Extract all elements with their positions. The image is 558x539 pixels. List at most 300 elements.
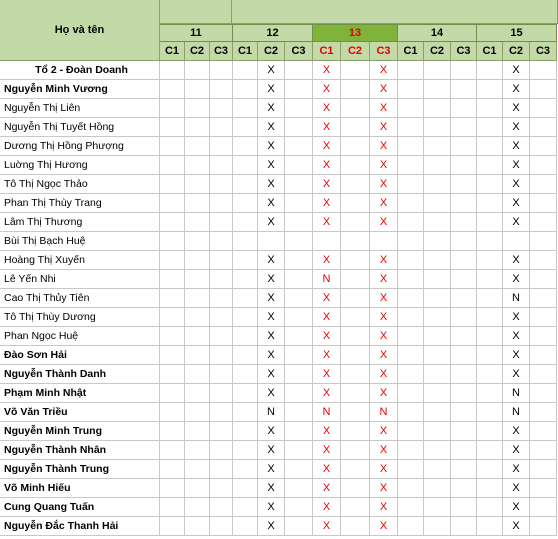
schedule-cell[interactable] xyxy=(451,194,477,213)
schedule-cell[interactable] xyxy=(477,194,503,213)
schedule-cell[interactable]: X xyxy=(313,175,341,194)
schedule-cell[interactable] xyxy=(341,346,370,365)
schedule-cell[interactable]: N xyxy=(313,403,341,422)
schedule-cell[interactable] xyxy=(341,308,370,327)
schedule-cell[interactable]: X xyxy=(370,156,398,175)
shift-header-15-c2[interactable]: C2 xyxy=(503,42,530,61)
schedule-cell[interactable] xyxy=(160,517,185,536)
schedule-cell[interactable] xyxy=(210,137,233,156)
schedule-cell[interactable] xyxy=(185,80,210,99)
schedule-cell[interactable]: X xyxy=(313,327,341,346)
schedule-cell[interactable] xyxy=(210,498,233,517)
schedule-cell[interactable] xyxy=(185,175,210,194)
schedule-cell[interactable] xyxy=(451,213,477,232)
schedule-cell[interactable] xyxy=(185,346,210,365)
schedule-cell[interactable]: X xyxy=(313,479,341,498)
schedule-cell[interactable] xyxy=(185,308,210,327)
schedule-cell[interactable] xyxy=(530,156,557,175)
row-name[interactable]: Nguyễn Thành Danh xyxy=(0,365,160,384)
schedule-cell[interactable]: X xyxy=(313,99,341,118)
schedule-cell[interactable] xyxy=(185,270,210,289)
week-header-11[interactable]: 11 xyxy=(160,24,233,42)
schedule-cell[interactable] xyxy=(285,232,313,251)
schedule-cell[interactable] xyxy=(341,175,370,194)
schedule-cell[interactable] xyxy=(285,99,313,118)
schedule-cell[interactable] xyxy=(185,251,210,270)
schedule-cell[interactable]: X xyxy=(503,479,530,498)
schedule-cell[interactable] xyxy=(477,118,503,137)
row-name[interactable]: Nguyễn Thành Nhân xyxy=(0,441,160,460)
schedule-cell[interactable] xyxy=(530,441,557,460)
schedule-cell[interactable] xyxy=(398,403,424,422)
schedule-cell[interactable] xyxy=(341,156,370,175)
schedule-cell[interactable] xyxy=(210,365,233,384)
schedule-cell[interactable]: X xyxy=(313,61,341,80)
schedule-cell[interactable]: X xyxy=(370,289,398,308)
schedule-cell[interactable] xyxy=(233,479,258,498)
schedule-cell[interactable] xyxy=(285,61,313,80)
schedule-cell[interactable] xyxy=(398,137,424,156)
schedule-cell[interactable]: X xyxy=(370,479,398,498)
schedule-cell[interactable] xyxy=(341,213,370,232)
row-name[interactable]: Nguyễn Thị Liên xyxy=(0,99,160,118)
schedule-cell[interactable] xyxy=(285,194,313,213)
schedule-cell[interactable]: X xyxy=(258,422,285,441)
schedule-cell[interactable] xyxy=(424,308,451,327)
schedule-cell[interactable]: N xyxy=(503,289,530,308)
schedule-cell[interactable] xyxy=(451,498,477,517)
schedule-cell[interactable] xyxy=(285,308,313,327)
schedule-cell[interactable] xyxy=(451,156,477,175)
schedule-cell[interactable] xyxy=(210,441,233,460)
shift-header-13-c1[interactable]: C1 xyxy=(313,42,341,61)
schedule-cell[interactable] xyxy=(530,517,557,536)
schedule-cell[interactable] xyxy=(477,384,503,403)
schedule-cell[interactable] xyxy=(424,61,451,80)
schedule-cell[interactable] xyxy=(503,232,530,251)
schedule-cell[interactable]: X xyxy=(313,517,341,536)
schedule-cell[interactable] xyxy=(530,99,557,118)
schedule-cell[interactable] xyxy=(530,327,557,346)
shift-header-13-c2[interactable]: C2 xyxy=(341,42,370,61)
schedule-cell[interactable] xyxy=(477,80,503,99)
schedule-cell[interactable]: X xyxy=(313,460,341,479)
schedule-cell[interactable] xyxy=(530,289,557,308)
schedule-cell[interactable] xyxy=(160,118,185,137)
schedule-cell[interactable] xyxy=(424,289,451,308)
schedule-cell[interactable]: N xyxy=(258,403,285,422)
schedule-cell[interactable] xyxy=(370,232,398,251)
schedule-cell[interactable] xyxy=(341,232,370,251)
schedule-cell[interactable] xyxy=(477,308,503,327)
schedule-cell[interactable] xyxy=(424,498,451,517)
schedule-cell[interactable] xyxy=(160,403,185,422)
schedule-cell[interactable]: X xyxy=(503,194,530,213)
schedule-cell[interactable] xyxy=(233,137,258,156)
schedule-cell[interactable] xyxy=(233,270,258,289)
schedule-cell[interactable] xyxy=(451,175,477,194)
schedule-cell[interactable]: X xyxy=(258,346,285,365)
schedule-cell[interactable] xyxy=(160,137,185,156)
schedule-cell[interactable] xyxy=(530,422,557,441)
schedule-cell[interactable] xyxy=(233,232,258,251)
schedule-cell[interactable] xyxy=(341,270,370,289)
schedule-cell[interactable] xyxy=(451,422,477,441)
schedule-cell[interactable] xyxy=(398,80,424,99)
schedule-cell[interactable] xyxy=(185,289,210,308)
schedule-cell[interactable] xyxy=(341,118,370,137)
schedule-cell[interactable] xyxy=(210,403,233,422)
schedule-cell[interactable]: X xyxy=(313,384,341,403)
schedule-cell[interactable] xyxy=(398,156,424,175)
schedule-cell[interactable] xyxy=(424,422,451,441)
schedule-cell[interactable] xyxy=(424,346,451,365)
schedule-cell[interactable] xyxy=(424,384,451,403)
schedule-cell[interactable] xyxy=(341,251,370,270)
schedule-cell[interactable] xyxy=(285,118,313,137)
schedule-cell[interactable] xyxy=(185,460,210,479)
schedule-cell[interactable]: X xyxy=(503,327,530,346)
schedule-cell[interactable] xyxy=(477,213,503,232)
row-name[interactable]: Tô Thị Thùy Dương xyxy=(0,308,160,327)
schedule-cell[interactable] xyxy=(341,80,370,99)
schedule-cell[interactable] xyxy=(285,403,313,422)
schedule-cell[interactable]: X xyxy=(258,441,285,460)
schedule-cell[interactable] xyxy=(530,118,557,137)
schedule-cell[interactable] xyxy=(424,99,451,118)
schedule-cell[interactable] xyxy=(451,365,477,384)
schedule-cell[interactable] xyxy=(530,194,557,213)
schedule-cell[interactable]: X xyxy=(370,365,398,384)
schedule-cell[interactable] xyxy=(530,384,557,403)
shift-header-11-c3[interactable]: C3 xyxy=(210,42,233,61)
schedule-cell[interactable] xyxy=(451,479,477,498)
schedule-cell[interactable] xyxy=(285,213,313,232)
schedule-cell[interactable] xyxy=(233,346,258,365)
schedule-cell[interactable] xyxy=(530,365,557,384)
schedule-cell[interactable] xyxy=(398,308,424,327)
schedule-cell[interactable] xyxy=(424,232,451,251)
schedule-cell[interactable] xyxy=(398,479,424,498)
schedule-cell[interactable] xyxy=(285,327,313,346)
schedule-cell[interactable] xyxy=(341,365,370,384)
schedule-cell[interactable] xyxy=(424,118,451,137)
schedule-cell[interactable] xyxy=(530,213,557,232)
schedule-cell[interactable] xyxy=(398,346,424,365)
schedule-cell[interactable] xyxy=(160,289,185,308)
schedule-cell[interactable] xyxy=(233,99,258,118)
schedule-cell[interactable] xyxy=(233,289,258,308)
schedule-cell[interactable] xyxy=(210,213,233,232)
row-name[interactable]: Nguyễn Thành Trung xyxy=(0,460,160,479)
schedule-cell[interactable] xyxy=(398,365,424,384)
week-header-14[interactable]: 14 xyxy=(398,24,477,42)
schedule-cell[interactable] xyxy=(210,422,233,441)
schedule-cell[interactable]: X xyxy=(503,308,530,327)
schedule-cell[interactable] xyxy=(285,80,313,99)
schedule-cell[interactable] xyxy=(185,194,210,213)
schedule-cell[interactable]: X xyxy=(258,498,285,517)
schedule-cell[interactable] xyxy=(210,289,233,308)
row-name[interactable]: Đào Sơn Hải xyxy=(0,346,160,365)
schedule-cell[interactable] xyxy=(398,232,424,251)
schedule-cell[interactable] xyxy=(210,479,233,498)
row-name[interactable]: Hoàng Thị Xuyến xyxy=(0,251,160,270)
schedule-cell[interactable] xyxy=(341,61,370,80)
schedule-cell[interactable] xyxy=(185,137,210,156)
schedule-cell[interactable] xyxy=(477,61,503,80)
schedule-cell[interactable] xyxy=(210,384,233,403)
schedule-cell[interactable] xyxy=(451,80,477,99)
schedule-cell[interactable] xyxy=(210,517,233,536)
schedule-cell[interactable]: X xyxy=(370,118,398,137)
row-name[interactable]: Cung Quang Tuấn xyxy=(0,498,160,517)
schedule-cell[interactable] xyxy=(233,365,258,384)
schedule-cell[interactable] xyxy=(185,479,210,498)
schedule-cell[interactable] xyxy=(477,460,503,479)
schedule-cell[interactable] xyxy=(424,137,451,156)
schedule-cell[interactable] xyxy=(185,498,210,517)
schedule-cell[interactable] xyxy=(160,213,185,232)
schedule-cell[interactable] xyxy=(398,422,424,441)
schedule-cell[interactable] xyxy=(185,156,210,175)
schedule-cell[interactable] xyxy=(341,403,370,422)
schedule-cell[interactable]: X xyxy=(370,441,398,460)
schedule-cell[interactable] xyxy=(530,346,557,365)
schedule-cell[interactable] xyxy=(160,61,185,80)
schedule-cell[interactable] xyxy=(285,346,313,365)
schedule-cell[interactable] xyxy=(233,175,258,194)
schedule-cell[interactable]: X xyxy=(258,61,285,80)
schedule-cell[interactable]: X xyxy=(503,251,530,270)
row-name[interactable]: Nguyễn Minh Trung xyxy=(0,422,160,441)
schedule-cell[interactable] xyxy=(451,327,477,346)
schedule-cell[interactable] xyxy=(424,479,451,498)
schedule-cell[interactable] xyxy=(285,175,313,194)
schedule-cell[interactable] xyxy=(160,270,185,289)
schedule-cell[interactable] xyxy=(285,422,313,441)
schedule-cell[interactable] xyxy=(160,498,185,517)
row-name[interactable]: Nguyễn Minh Vương xyxy=(0,80,160,99)
schedule-cell[interactable]: X xyxy=(258,251,285,270)
schedule-cell[interactable] xyxy=(477,270,503,289)
schedule-cell[interactable] xyxy=(341,479,370,498)
schedule-cell[interactable]: X xyxy=(503,346,530,365)
schedule-cell[interactable] xyxy=(185,441,210,460)
row-name[interactable]: Tô Thị Ngọc Thảo xyxy=(0,175,160,194)
schedule-cell[interactable] xyxy=(341,460,370,479)
schedule-cell[interactable]: X xyxy=(258,137,285,156)
shift-header-11-c2[interactable]: C2 xyxy=(185,42,210,61)
schedule-cell[interactable]: X xyxy=(503,156,530,175)
schedule-cell[interactable] xyxy=(285,460,313,479)
schedule-cell[interactable]: X xyxy=(258,156,285,175)
schedule-cell[interactable] xyxy=(424,80,451,99)
shift-header-15-c3[interactable]: C3 xyxy=(530,42,557,61)
schedule-cell[interactable] xyxy=(210,270,233,289)
schedule-cell[interactable] xyxy=(233,213,258,232)
schedule-cell[interactable]: X xyxy=(313,308,341,327)
schedule-cell[interactable] xyxy=(233,422,258,441)
row-name[interactable]: Phan Thị Thùy Trang xyxy=(0,194,160,213)
schedule-cell[interactable] xyxy=(530,80,557,99)
shift-header-15-c1[interactable]: C1 xyxy=(477,42,503,61)
schedule-cell[interactable] xyxy=(451,99,477,118)
schedule-cell[interactable] xyxy=(185,422,210,441)
schedule-cell[interactable]: X xyxy=(503,80,530,99)
schedule-cell[interactable]: X xyxy=(313,80,341,99)
schedule-cell[interactable]: X xyxy=(370,460,398,479)
row-name[interactable]: Bùi Thị Bạch Huệ xyxy=(0,232,160,251)
schedule-cell[interactable]: X xyxy=(258,365,285,384)
schedule-cell[interactable] xyxy=(185,365,210,384)
schedule-cell[interactable]: X xyxy=(258,327,285,346)
shift-header-14-c2[interactable]: C2 xyxy=(424,42,451,61)
schedule-cell[interactable]: X xyxy=(370,175,398,194)
schedule-cell[interactable]: X xyxy=(503,460,530,479)
schedule-cell[interactable]: X xyxy=(503,99,530,118)
schedule-cell[interactable]: X xyxy=(370,346,398,365)
shift-header-13-c3[interactable]: C3 xyxy=(370,42,398,61)
schedule-cell[interactable] xyxy=(477,327,503,346)
schedule-cell[interactable] xyxy=(424,517,451,536)
schedule-cell[interactable] xyxy=(341,422,370,441)
schedule-cell[interactable]: N xyxy=(313,270,341,289)
schedule-cell[interactable] xyxy=(341,99,370,118)
schedule-cell[interactable] xyxy=(477,175,503,194)
schedule-cell[interactable] xyxy=(210,156,233,175)
schedule-cell[interactable] xyxy=(210,251,233,270)
schedule-cell[interactable] xyxy=(285,137,313,156)
schedule-cell[interactable] xyxy=(233,460,258,479)
schedule-cell[interactable] xyxy=(451,251,477,270)
row-name[interactable]: Phan Ngọc Huệ xyxy=(0,327,160,346)
shift-header-12-c3[interactable]: C3 xyxy=(285,42,313,61)
schedule-cell[interactable]: X xyxy=(258,289,285,308)
schedule-cell[interactable] xyxy=(451,517,477,536)
schedule-cell[interactable] xyxy=(398,213,424,232)
schedule-cell[interactable] xyxy=(477,479,503,498)
schedule-cell[interactable] xyxy=(341,441,370,460)
schedule-cell[interactable] xyxy=(233,441,258,460)
row-name[interactable]: Luờng Thị Hương xyxy=(0,156,160,175)
schedule-cell[interactable] xyxy=(285,365,313,384)
schedule-cell[interactable] xyxy=(285,251,313,270)
schedule-cell[interactable] xyxy=(451,403,477,422)
schedule-cell[interactable] xyxy=(477,251,503,270)
schedule-cell[interactable] xyxy=(285,384,313,403)
schedule-cell[interactable] xyxy=(233,118,258,137)
schedule-cell[interactable] xyxy=(258,232,285,251)
schedule-cell[interactable] xyxy=(398,61,424,80)
schedule-cell[interactable] xyxy=(398,251,424,270)
schedule-cell[interactable]: X xyxy=(258,517,285,536)
schedule-cell[interactable] xyxy=(210,308,233,327)
schedule-cell[interactable] xyxy=(233,327,258,346)
schedule-cell[interactable]: X xyxy=(313,346,341,365)
schedule-cell[interactable] xyxy=(341,517,370,536)
schedule-cell[interactable]: X xyxy=(503,61,530,80)
schedule-cell[interactable] xyxy=(398,194,424,213)
schedule-cell[interactable]: X xyxy=(258,194,285,213)
schedule-cell[interactable] xyxy=(451,118,477,137)
row-name[interactable]: Tổ 2 - Đoàn Doanh xyxy=(0,61,160,80)
schedule-cell[interactable]: N xyxy=(503,403,530,422)
week-header-15[interactable]: 15 xyxy=(477,24,557,42)
schedule-cell[interactable]: X xyxy=(370,137,398,156)
schedule-cell[interactable] xyxy=(530,479,557,498)
schedule-cell[interactable]: X xyxy=(370,80,398,99)
schedule-cell[interactable] xyxy=(424,213,451,232)
schedule-cell[interactable] xyxy=(477,156,503,175)
schedule-cell[interactable] xyxy=(233,498,258,517)
schedule-cell[interactable] xyxy=(210,346,233,365)
schedule-cell[interactable] xyxy=(398,384,424,403)
schedule-cell[interactable]: X xyxy=(503,118,530,137)
schedule-cell[interactable]: X xyxy=(313,251,341,270)
schedule-cell[interactable] xyxy=(185,403,210,422)
schedule-cell[interactable] xyxy=(160,232,185,251)
schedule-cell[interactable] xyxy=(210,99,233,118)
schedule-cell[interactable] xyxy=(530,137,557,156)
schedule-cell[interactable] xyxy=(160,308,185,327)
schedule-cell[interactable] xyxy=(285,479,313,498)
schedule-cell[interactable] xyxy=(160,479,185,498)
schedule-cell[interactable] xyxy=(451,460,477,479)
schedule-cell[interactable] xyxy=(160,441,185,460)
schedule-cell[interactable] xyxy=(398,327,424,346)
schedule-cell[interactable] xyxy=(210,232,233,251)
schedule-cell[interactable] xyxy=(185,61,210,80)
row-name[interactable]: Nguyễn Đắc Thanh Hải xyxy=(0,517,160,536)
schedule-cell[interactable]: X xyxy=(313,422,341,441)
schedule-cell[interactable]: X xyxy=(370,517,398,536)
schedule-cell[interactable]: X xyxy=(370,213,398,232)
schedule-cell[interactable]: X xyxy=(258,308,285,327)
schedule-cell[interactable] xyxy=(451,270,477,289)
schedule-cell[interactable]: X xyxy=(258,99,285,118)
schedule-cell[interactable] xyxy=(530,460,557,479)
schedule-cell[interactable] xyxy=(398,460,424,479)
schedule-cell[interactable] xyxy=(185,99,210,118)
schedule-cell[interactable] xyxy=(341,384,370,403)
schedule-cell[interactable] xyxy=(285,156,313,175)
schedule-cell[interactable] xyxy=(160,346,185,365)
schedule-cell[interactable]: X xyxy=(258,460,285,479)
schedule-cell[interactable] xyxy=(530,403,557,422)
row-name[interactable]: Phạm Minh Nhật xyxy=(0,384,160,403)
schedule-cell[interactable] xyxy=(341,137,370,156)
schedule-cell[interactable] xyxy=(210,118,233,137)
schedule-cell[interactable] xyxy=(424,175,451,194)
schedule-cell[interactable] xyxy=(341,498,370,517)
schedule-cell[interactable] xyxy=(210,194,233,213)
schedule-cell[interactable] xyxy=(477,137,503,156)
row-name[interactable]: Lê Yến Nhi xyxy=(0,270,160,289)
schedule-cell[interactable]: X xyxy=(370,308,398,327)
schedule-cell[interactable]: N xyxy=(370,403,398,422)
schedule-cell[interactable]: X xyxy=(503,441,530,460)
schedule-cell[interactable]: X xyxy=(370,270,398,289)
schedule-cell[interactable] xyxy=(160,99,185,118)
schedule-cell[interactable] xyxy=(285,270,313,289)
schedule-cell[interactable] xyxy=(451,61,477,80)
schedule-cell[interactable] xyxy=(424,460,451,479)
schedule-cell[interactable] xyxy=(530,251,557,270)
schedule-cell[interactable]: X xyxy=(313,156,341,175)
schedule-cell[interactable]: X xyxy=(258,213,285,232)
schedule-cell[interactable]: N xyxy=(503,384,530,403)
